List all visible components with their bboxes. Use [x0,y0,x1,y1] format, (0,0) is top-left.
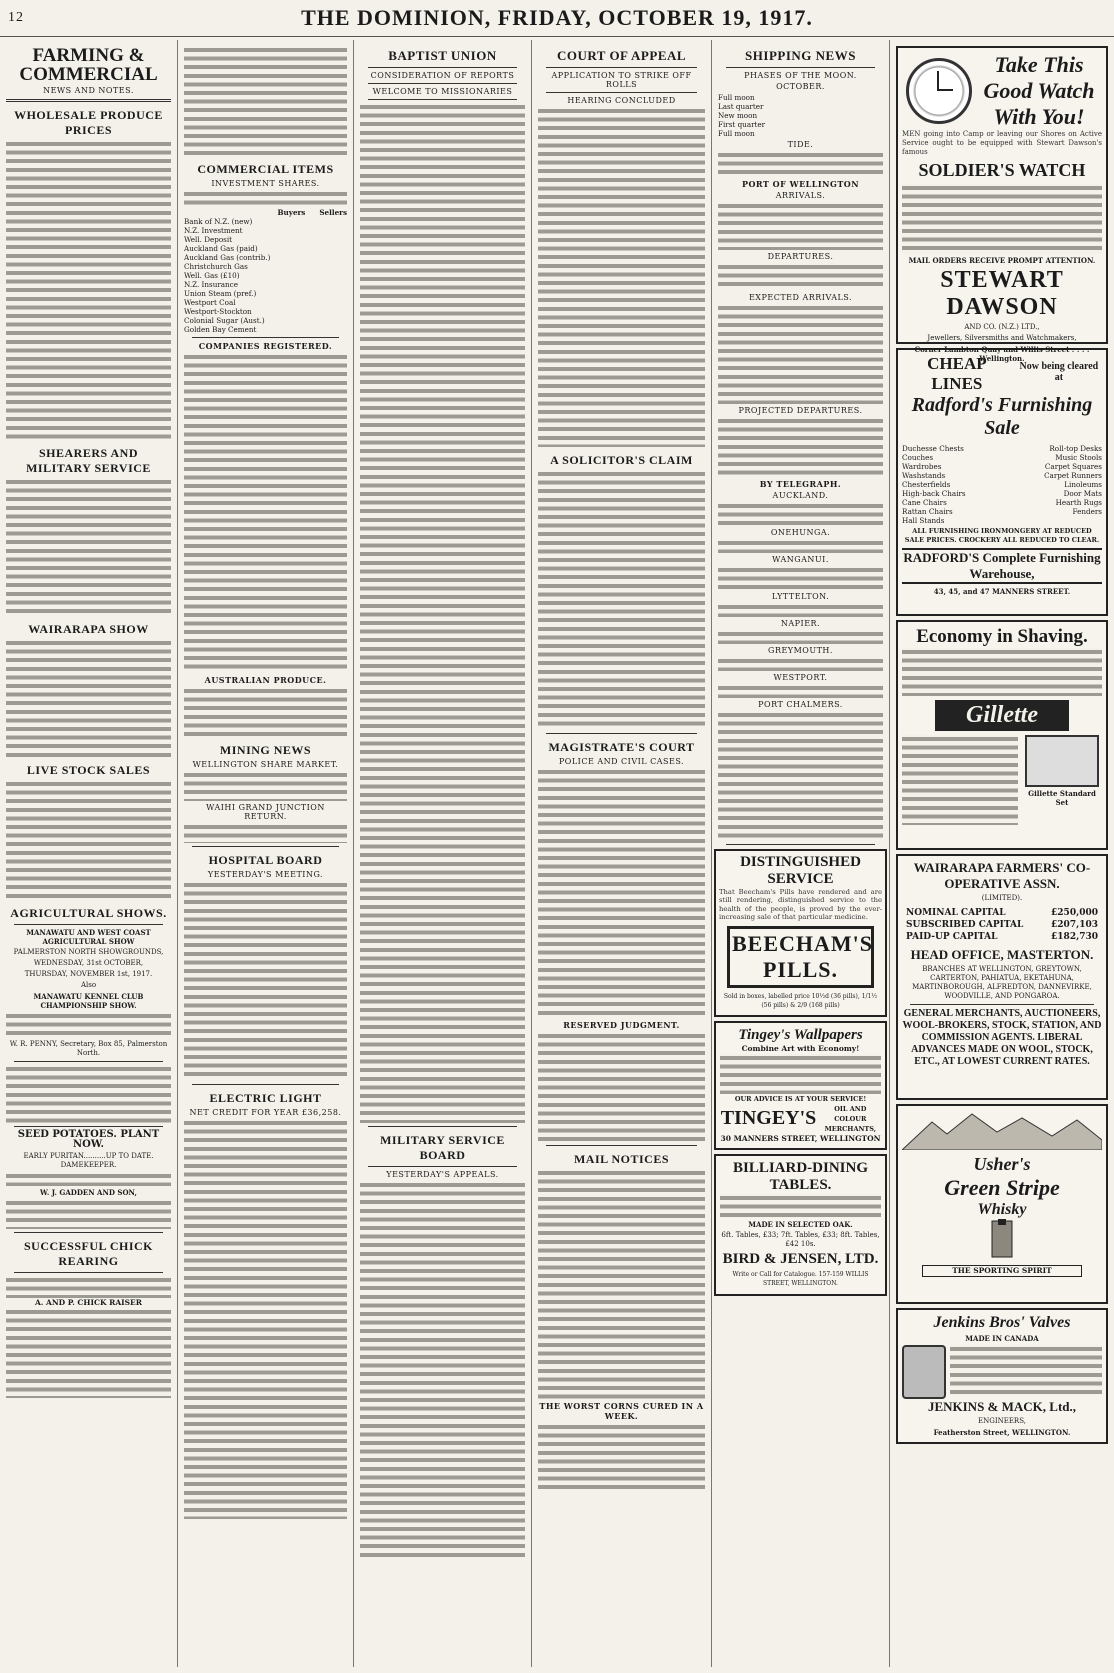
port-name: WESTPORT. [773,673,828,682]
arrivals-heading: ARRIVALS. [775,191,826,200]
jenkins-heading: Jenkins Bros' Valves [933,1314,1071,1331]
column-farming [0,40,178,1667]
whisky: Whisky [977,1201,1027,1218]
farmers-ad [896,854,1108,1100]
moon-row [718,111,883,120]
sd-address: Corner Lambton Quay and Willis Street : : : : Wellington. [914,345,1090,363]
expected-text [718,304,883,404]
farming-subtitle: NEWS AND NOTES. [43,86,134,95]
military-text [360,1181,525,1561]
shipping-heading: SHIPPING NEWS [745,48,856,63]
furniture-row-label: Washstands [902,471,946,480]
hospital-heading: HOSPITAL BOARD [208,853,323,867]
bird-address: Write or Call for Catalogue. 157-159 WILLIS STREET, WELLINGTON. [732,1270,869,1287]
chick-text-2 [6,1308,171,1398]
share-name: Auckland Gas (paid) [184,244,258,253]
waihi-heading: WAIHI GRAND JUNCTION RETURN. [206,803,325,821]
share-name: N.Z. Investment [184,226,243,235]
share-row [184,226,347,235]
watch-title-line: Take This [994,52,1084,77]
capital-row-label: SUBSCRIBED CAPITAL [906,920,1024,930]
ironmongery: ALL FURNISHING IRONMONGERY AT REDUCED SALE PRICES. CROCKERY ALL REDUCED TO CLEAR. [904,527,1100,544]
arrivals-text [718,202,883,250]
produce-text [6,140,171,440]
tingey-advice: OUR ADVICE IS AT YOUR SERVICE! [734,1094,867,1103]
share-row [184,289,347,298]
furniture-row-label: Couches [902,453,934,462]
share-name: Well. Deposit [184,235,233,244]
magistrate-heading: MAGISTRATE'S COURT [548,740,695,754]
australian-heading: AUSTRALIAN PRODUCE. [204,675,327,685]
watch-text [902,184,1102,254]
electric-text [184,1119,347,1519]
cont-text [184,46,347,156]
valve-icon [902,1345,946,1399]
jenkins-mack: JENKINS & MACK, Ltd., [927,1399,1077,1414]
razor-case-icon [1025,735,1099,787]
capital-row-value: £182,730 [1051,932,1098,942]
baptist-sub2: WELCOME TO MISSIONARIES [372,87,513,96]
wsx-heading: WELLINGTON SHARE MARKET. [192,760,339,769]
moon-row-label: New moon [718,111,758,120]
capital-row-value: £250,000 [1051,908,1098,918]
mail-heading: MAIL NOTICES [573,1152,670,1166]
investment-heading: INVESTMENT SHARES. [211,179,320,188]
magistrate-sub: POLICE AND CIVIL CASES. [558,757,685,766]
furniture-row-label: Duchesse Chests [902,444,964,453]
wsx-text [184,771,347,801]
section-heading-livestock: LIVE STOCK SALES [26,763,151,777]
port-text [718,566,883,590]
economy-heading: Economy in Shaving. [916,626,1088,647]
furniture-row-label: Chesterfields [902,480,951,489]
australian-text [184,687,347,737]
moon-row [718,93,883,102]
military-heading: MILITARY SERVICE BOARD [380,1133,505,1162]
furniture-row-label: Wardrobes [902,462,942,471]
masthead-title: THE DOMINION, FRIDAY, OCTOBER 19, 1917. [301,5,813,30]
radford-ad [896,348,1108,616]
watch-title-line: With You! [993,104,1085,129]
share-name: Westport-Stockton [184,307,252,316]
port-text [718,502,883,526]
furniture-row-value: Fenders [1072,507,1102,516]
column-court [532,40,712,1667]
share-name: N.Z. Insurance [184,280,238,289]
commercial-heading: COMMERCIAL ITEMS [197,162,334,176]
show-line: WEDNESDAY, 31st OCTOBER, [33,959,144,967]
port-name: GREYMOUTH. [768,646,833,655]
mail-text [538,1169,705,1399]
departures-text [718,263,883,291]
share-row [184,280,347,289]
watch-intro: MEN going into Camp or leaving our Shores on Active Service ought to be equipped with Stewart Dawson's famous [902,130,1102,156]
investment-text [184,190,347,208]
gadden-text [6,1199,171,1229]
share-row [184,325,347,334]
tingey-sub: Combine Art with Economy! [741,1043,860,1053]
furniture-row-value: Linoleums [1064,480,1102,489]
show-line: W. R. PENNY, Secretary, Box 85, Palmerston North. [9,1040,168,1057]
sd-company: AND CO. (N.Z.) LTD., [964,323,1040,331]
corns-text [538,1423,705,1493]
beecham-small: Sold in boxes, labelled price 10½d (36 pills), 1/1½ (56 pills) & 2/9 (168 pills) [723,992,878,1009]
magistrate-text [538,768,705,1018]
column-commercial [178,40,354,1667]
port-text [718,603,883,617]
furniture-row-value: Carpet Squares [1044,462,1102,471]
furniture-row-label: Hall Stands [902,516,945,525]
watch-icon [906,58,972,124]
advert-text [6,1065,171,1123]
seed-potatoes-heading: SEED POTATOES. PLANT NOW. [17,1129,160,1150]
column-ads [890,40,1114,1667]
moon-row-label: First quarter [718,120,766,129]
capital-table [906,907,1098,943]
green-stripe: Green Stripe [944,1175,1060,1200]
appeal-sub2: HEARING CONCLUDED [567,96,676,105]
electric-heading: ELECTRIC LIGHT [209,1091,322,1105]
moon-table [718,93,883,138]
port-heading: PORT OF WELLINGTON [741,179,860,189]
seed-text [6,1172,171,1186]
share-row [184,217,347,226]
gillette-logo: Gillette [935,700,1069,731]
mountains-icon [902,1110,1102,1150]
distinguished-body: That Beecham's Pills have rendered and are still rendering, distinguished service to the health of the people, is proved by the ever-increasing sale of that particular medicine. [719,888,882,922]
share-row [184,271,347,280]
furniture-row [902,489,1102,498]
chick-text [6,1276,171,1298]
port-name: AUCKLAND. [772,491,829,500]
bottle-icon [962,1219,1042,1259]
appeal-heading: COURT OF APPEAL [556,48,687,63]
furniture-row [902,471,1102,480]
show-line: MANAWATU KENNEL CLUB CHAMPIONSHIP SHOW. [33,992,144,1010]
tingey-heading: Tingey's Wallpapers [738,1026,863,1043]
billiard-ad [714,1154,887,1296]
branches: BRANCHES AT WELLINGTON, GREYTOWN, CARTERTON, PAHIATUA, EKETAHUNA, MARTINBOROUGH, ALFREDTON, DANNEVIRKE, WOODVILLE, AND PONGAROA. [912,965,1092,1000]
appeal-text [538,107,705,447]
section-heading-wairarapa: WAIRARAPA SHOW [28,622,149,636]
farmers-heading: WAIRARAPA FARMERS' CO-OPERATIVE ASSN. [913,860,1091,891]
capital-row [906,907,1098,919]
baptist-text [360,103,525,1123]
radford-sale: Radford's Furnishing Sale [911,394,1093,439]
wairarapa-text [6,639,171,757]
hospital-text [184,881,347,1081]
cheap-lines: CHEAP LINES [927,354,987,393]
furniture-row-value: Music Stools [1055,453,1102,462]
items-list [902,444,1102,525]
moon-row-label: Last quarter [718,102,764,111]
furniture-row [902,507,1102,516]
share-name: Union Steam (pref.) [184,289,257,298]
baptist-sub: CONSIDERATION OF REPORTS [370,71,515,80]
share-row [184,244,347,253]
radford-address: 43, 45, and 47 MANNERS STREET. [933,587,1071,596]
jenkins-made: MADE IN CANADA [965,1334,1039,1343]
tingey-address: 30 MANNERS STREET, WELLINGTON [720,1133,881,1143]
port-name: PORT CHALMERS. [758,700,843,709]
section-heading-shows: AGRICULTURAL SHOWS. [10,906,167,920]
mining-heading: MINING NEWS [219,743,312,757]
share-name: Christchurch Gas [184,262,248,271]
tingey-merchants: OIL AND COLOUR MERCHANTS, [824,1104,876,1133]
share-name: Colonial Sugar (Aust.) [184,316,265,325]
port-text [718,539,883,553]
waihi-text [184,823,347,843]
stewart-dawson-ad [896,46,1108,363]
tingey-text [720,1054,881,1094]
share-col-sellers: Sellers [319,208,347,217]
billiard-heading: BILLIARD-DINING TABLES. [732,1159,869,1193]
chick-raiser: A. AND P. CHICK RAISER [34,1298,143,1307]
gillette-ad [896,620,1108,850]
capital-row-value: £207,103 [1051,920,1098,930]
column-baptist [354,40,532,1667]
livestock-text [6,780,171,900]
departures-heading: DEPARTURES. [767,252,834,261]
section-heading-produce: WHOLESALE PRODUCE PRICES [14,108,163,137]
moon-row [718,120,883,129]
ushers-ad [896,1104,1108,1304]
capital-row-label: NOMINAL CAPITAL [906,908,1006,918]
share-name: Westport Coal [184,298,236,307]
tingey-logo: TINGEY'S [720,1107,817,1130]
sd-trades: Jewellers, Silversmiths and Watchmakers, [927,334,1077,342]
furniture-row [902,444,1102,453]
furniture-row [902,480,1102,489]
stewart-dawson-logo: STEWART DAWSON [940,267,1064,320]
moon-row [718,129,883,138]
billiard-prices: 6ft. Tables, £33; 7ft. Tables, £33; 8ft. Tables, £42 10s. [721,1230,880,1248]
share-row [184,262,347,271]
furniture-row-value: Roll-top Desks [1049,444,1102,453]
jenkins-ad [896,1308,1108,1444]
companies-heading: COMPANIES REGISTERED. [198,341,333,351]
share-name: Well. Gas (£10) [184,271,240,280]
farming-heading: FARMING & COMMERCIAL [19,45,158,85]
furniture-row [902,453,1102,462]
port-text [718,711,883,841]
expected-heading: EXPECTED ARRIVALS. [748,293,853,302]
farmers-limited: (LIMITED). [981,894,1023,902]
furniture-row-value: Door Mats [1063,489,1102,498]
cheap-sub: Now being cleared at [1019,361,1099,383]
show-line: PALMERSTON NORTH SHOWGROUNDS, [13,948,164,956]
capital-row [906,931,1098,943]
chick-heading: SUCCESSFUL CHICK REARING [23,1239,154,1268]
furniture-row-value: Hearth Rugs [1055,498,1102,507]
port-name: NAPIER. [780,619,821,628]
bird-jensen: BIRD & JENSEN, LTD. [722,1250,879,1267]
port-name: ONEHUNGA. [770,528,831,537]
share-name: Golden Bay Cement [184,325,257,334]
show-line: Also [80,981,97,989]
sporting-spirit: THE SPORTING SPIRIT [922,1265,1082,1277]
furniture-row [902,516,1102,525]
seed-varieties: EARLY PURITAN..........UP TO DATE. DAMEKEEPER. [23,1152,154,1169]
mail-orders: MAIL ORDERS RECEIVE PROMPT ATTENTION. [908,256,1096,265]
port-name: WANGANUI. [772,555,829,564]
show-line: THURSDAY, NOVEMBER 1st, 1917. [24,970,153,978]
port-text [718,630,883,644]
companies-text [184,353,347,673]
beecham-ad [714,849,887,1017]
furniture-row-label: Cane Chairs [902,498,947,507]
electric-sub: NET CREDIT FOR YEAR £36,258. [189,1108,342,1117]
jenkins-engineers: ENGINEERS, [978,1417,1026,1425]
appeal-sub: APPLICATION TO STRIKE OFF ROLLS [551,71,692,89]
moon-row [718,102,883,111]
share-table [184,217,347,334]
ushers: Usher's [973,1154,1031,1174]
beecham-logo: BEECHAM'S PILLS. [732,930,874,982]
share-row [184,253,347,262]
column-shipping [712,40,890,1667]
capital-row [906,919,1098,931]
solicitor-heading: A SOLICITOR'S CLAIM [550,453,693,467]
share-name: Auckland Gas (contrib.) [184,253,271,262]
solicitor-text [538,470,705,730]
share-name: Bank of N.Z. (new) [184,217,253,226]
furniture-row [902,462,1102,471]
general-merchants: GENERAL MERCHANTS, AUCTIONEERS, WOOL-BROKERS, STOCK, STATION, AND COMMISSION AGENTS. LIBERAL ADVANCES MADE ON WOOL, STOCK, ETC., AT LOWEST CURRENT RATES. [902,1008,1102,1067]
moon-month: OCTOBER. [776,82,825,91]
tide-text [718,151,883,177]
share-row [184,235,347,244]
capital-row-label: PAID-UP CAPITAL [906,932,998,942]
show-text [6,1012,171,1038]
masthead [0,0,1114,37]
port-name: LYTTELTON. [771,592,830,601]
share-col-buyers: Buyers [277,208,306,217]
gadden-name: W. J. GADDEN AND SON, [40,1188,137,1197]
page-number: 12 [8,10,24,25]
tide-heading: TIDE. [787,140,814,149]
soldiers-watch: SOLDIER'S WATCH [918,160,1086,180]
head-office: HEAD OFFICE, MASTERTON. [910,947,1094,962]
share-row [184,307,347,316]
share-row [184,316,347,325]
reserved-text [538,1032,705,1142]
gillette-text [902,735,1018,825]
furniture-row-label: High-back Chairs [902,489,966,498]
economy-text [902,648,1102,696]
jenkins-text [950,1345,1102,1395]
reserved-heading: RESERVED JUDGMENT. [563,1020,680,1030]
projected-text [718,417,883,477]
distinguished-heading: DISTINGUISHED SERVICE [740,854,861,887]
show-line: MANAWATU AND WEST COAST AGRICULTURAL SHOW [26,928,151,946]
gillette-standard: Gillette Standard Set [1028,789,1096,807]
corns-heading: THE WORST CORNS CURED IN A WEEK. [539,1401,704,1421]
telegraph-heading: BY TELEGRAPH. [759,479,842,489]
furniture-row-value: Carpet Runners [1044,471,1102,480]
jenkins-street: Featherston Street, WELLINGTON. [933,1428,1071,1437]
furniture-row [902,498,1102,507]
baptist-heading: BAPTIST UNION [388,48,497,63]
projected-heading: PROJECTED DEPARTURES. [738,406,863,415]
watch-title-line: Good Watch [983,78,1095,103]
moon-heading: PHASES OF THE MOON. [744,71,857,80]
furniture-row-label: Rattan Chairs [902,507,953,516]
billiard-text [720,1194,881,1218]
shearers-text [6,478,171,616]
tingey-ad [714,1021,887,1150]
port-text [718,684,883,698]
moon-row-label: Full moon [718,93,755,102]
section-heading-shearers: SHEARERS AND MILITARY SERVICE [26,446,151,475]
military-sub: YESTERDAY'S APPEALS. [386,1170,499,1179]
hospital-sub: YESTERDAY'S MEETING. [207,870,324,879]
billiard-made: MADE IN SELECTED OAK. [748,1219,853,1229]
moon-row-label: Full moon [718,129,755,138]
share-row [184,298,347,307]
port-text [718,657,883,671]
radford-warehouse: RADFORD'S Complete Furnishing Warehouse, [902,548,1102,584]
